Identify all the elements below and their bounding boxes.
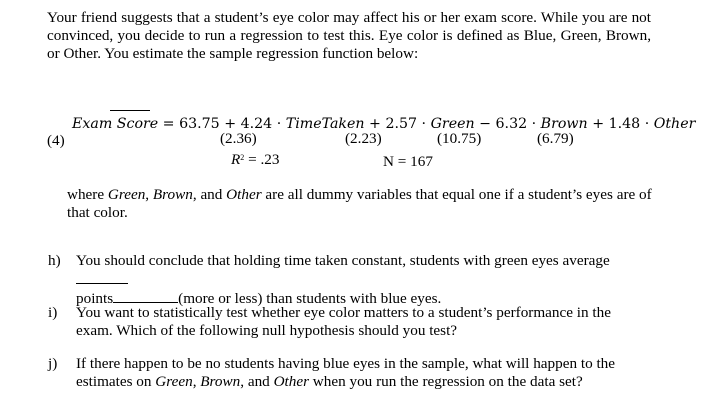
regression-equation	[72, 115, 695, 133]
standard-error-timetaken: (2.36)	[220, 130, 257, 147]
dummy-definition: where Green, Brown, and Other are all dummy variables that equal one if a student’s eyes are of that color.	[67, 186, 652, 221]
answer-blank-amount[interactable]	[76, 270, 128, 284]
standard-error-green: (2.23)	[345, 130, 382, 147]
hat-accent	[110, 110, 150, 115]
answer-blank-direction[interactable]	[113, 289, 178, 303]
var-timetaken: TimeTaken	[285, 116, 365, 132]
question-text: If there happen to be no students having blue eyes in the sample, what will happen to the estimates on Green, Brown, and Other when you run the regression on the data set?	[76, 355, 616, 390]
var-other: Other	[653, 116, 696, 132]
coef-brown: − 6.32 ·	[474, 116, 541, 132]
var-brown: Brown	[540, 116, 588, 132]
question-text: You should conclude that holding time taken constant, students with green eyes average points (more or less) than students with blue eyes.	[76, 252, 610, 307]
question-text: You want to statistically test whether eye color matters to a student’s performance in the exam. Which of the following null hypothesis should you test?	[76, 304, 611, 339]
coef-green: + 2.57 ·	[364, 116, 431, 132]
question-label: h)	[48, 252, 61, 269]
equation-intercept: = 63.75 + 4.24 ·	[158, 116, 286, 132]
question-label: j)	[48, 355, 58, 372]
standard-error-brown: (10.75)	[437, 130, 482, 147]
equation-lhs: Exam Score	[72, 115, 158, 133]
r-squared: $R^2 = .23$	[231, 151, 280, 168]
sample-size: N = 167	[383, 153, 433, 170]
question-label: i)	[48, 304, 58, 321]
coef-other: + 1.48 ·	[587, 116, 654, 132]
intro-paragraph: Your friend suggests that a student’s eye color may affect his or her exam score. While you are not convinced, you decide to run a regression to test this. Eye color is defined as Blue, Green, Brown, or Other. You estimate the sample regression function below:	[47, 9, 651, 62]
var-green: Green	[430, 116, 475, 132]
equation-number: (4)	[47, 132, 65, 149]
standard-error-other: (6.79)	[537, 130, 574, 147]
